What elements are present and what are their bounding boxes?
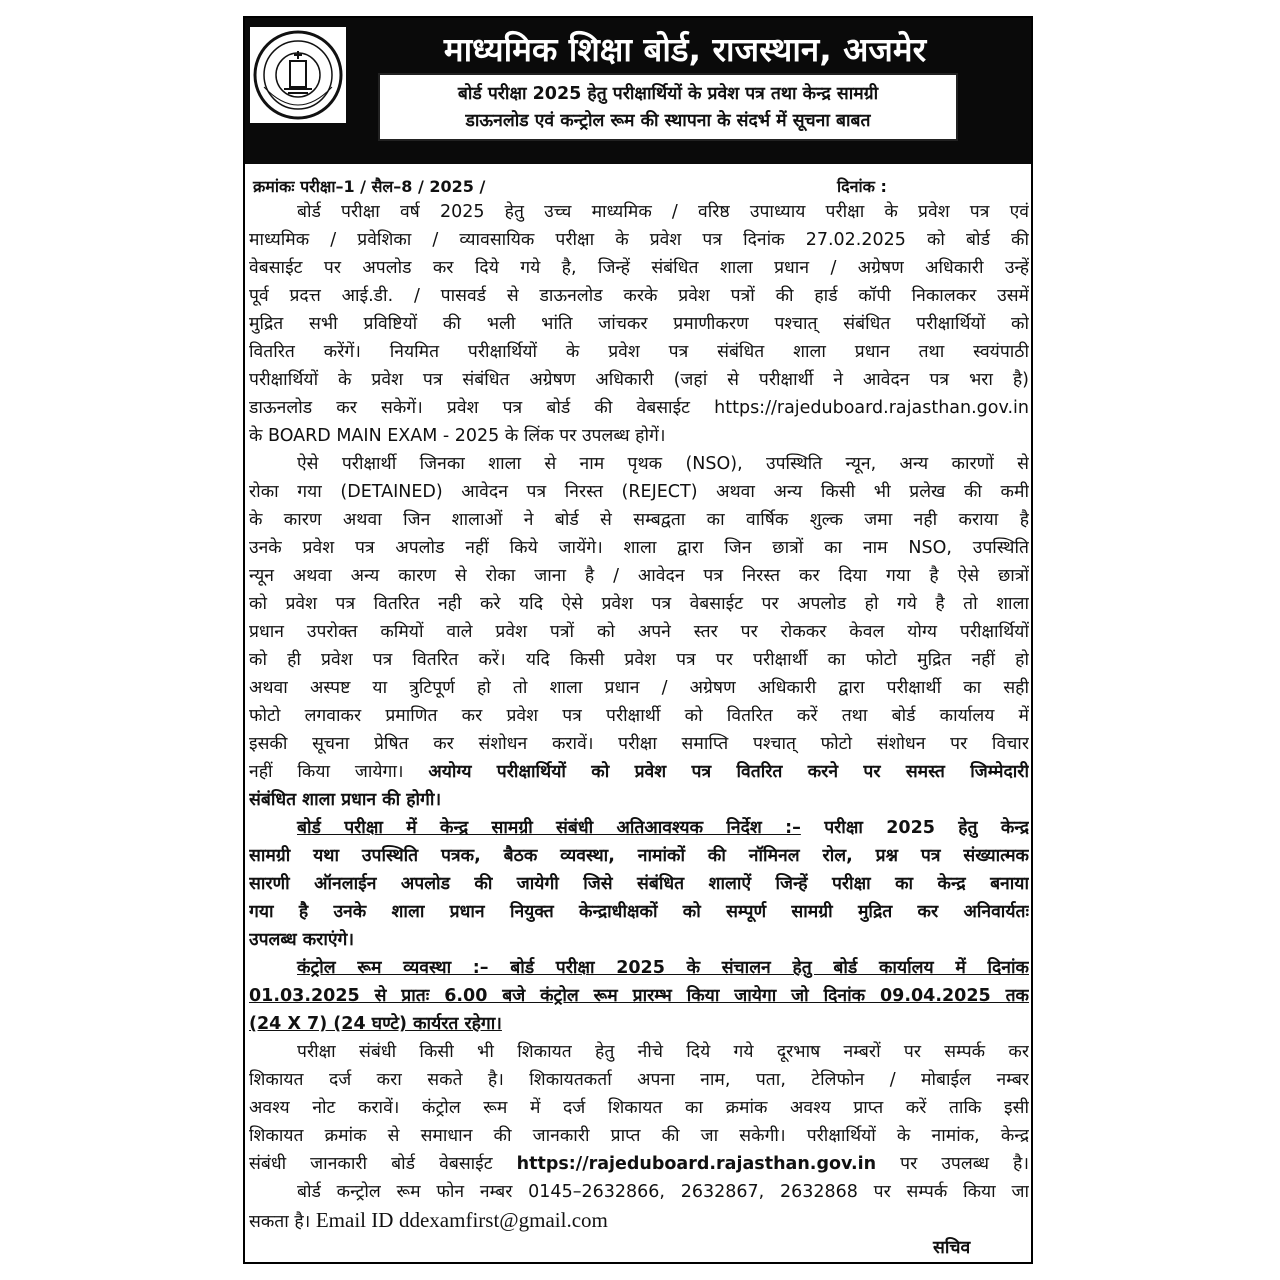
notice-header <box>245 18 1031 164</box>
email-label: Email ID <box>315 1208 394 1232</box>
email-line <box>249 1206 1029 1234</box>
email-link[interactable]: ddexamfirst@gmail.com <box>398 1208 608 1232</box>
board-seal-icon <box>250 27 346 123</box>
para2-line: इसकी सूचना प्रेषित कर संशोधन करावें। परीक्षा समाप्ति पश्चात् फोटो संशोधन पर विचार <box>249 734 1029 754</box>
subject-line-2: डाऊनलोड एवं कन्ट्रोल रूम की स्थापना के संदर्भ में सूचना बाबत <box>465 111 871 131</box>
date-label: दिनांक : <box>837 177 887 196</box>
para3-line: गया है उनके शाला प्रधान नियुक्त केन्द्राधीक्षकों को सम्पूर्ण सामग्री मुद्रित कर अनिवार्यतः <box>249 902 1029 922</box>
para2-line: न्यून अथवा अन्य कारण से रोका जाना है / आवेदन पत्र निरस्त कर दिया गया है ऐसे छात्रों <box>249 566 1029 586</box>
para1-line: के BOARD MAIN EXAM - 2025 के लिंक पर उपलब्ध होगें। <box>249 426 666 446</box>
para1-line: पूर्व प्रदत्त आई.डी. / पासवर्ड से डाऊनलोड करके प्रवेश पत्रों की हार्ड कॉपी निकालकर उसमें <box>249 286 1029 306</box>
para2-line: प्रधान उपरोक्त कमियों वाले प्रवेश पत्रों को अपने स्तर पर रोककर केवल योग्य परीक्षार्थियों <box>249 622 1029 642</box>
website-link[interactable]: https://rajeduboard.rajasthan.gov.in <box>516 1154 877 1174</box>
para3-line: सामग्री यथा उपस्थिति पत्रक, बैठक व्यवस्था, नामांकों की नॉमिनल रोल, प्रश्न पत्र संख्यात्मक <box>249 846 1029 866</box>
para5-line: शिकायत दर्ज करा सकते है। शिकायतकर्ता अपना नाम, पता, टेलिफोन / मोबाईल नम्बर <box>249 1070 1029 1090</box>
para3-first-rest: परीक्षा 2025 हेतु केन्द्र <box>824 818 1029 838</box>
reference-number: क्रमांकः परीक्षा–1 / सैल–8 / 2025 / <box>253 177 486 196</box>
para2-line: ऐसे परीक्षार्थी जिनका शाला से नाम पृथक (NSO), उपस्थिति न्यून, अन्य कारणों से <box>297 454 1029 474</box>
para1-line: डाऊनलोड कर सकेगें। प्रवेश पत्र बोर्ड की वेबसाईट https://rajeduboard.rajasthan.gov.in <box>249 398 1029 418</box>
para2-line: अथवा अस्पष्ट या त्रुटिपूर्ण हो तो शाला प्रधान / अग्रेषण अधिकारी द्वारा परीक्षार्थी का सही <box>249 678 1029 698</box>
para5-line: शिकायत क्रमांक से समाधान की जानकारी प्राप्त की जा सकेगी। परीक्षार्थियों के नामांक, केन्द्र <box>249 1126 1029 1146</box>
para5-line: अवश्य नोट करावें। कंट्रोल रूम में दर्ज शिकायत का क्रमांक अवश्य प्राप्त करें ताकि इसी <box>249 1098 1029 1118</box>
para1-line: वेबसाईट पर अपलोड कर दिये गये है, जिन्हें संबंधित शाला प्रधान / अग्रेषण अधिकारी उन्हें <box>249 258 1029 278</box>
para3-line: सारणी ऑनलाईन अपलोड की जायेगी जिसे संबंधित शालाऐं जिन्हें परीक्षा का केन्द्र बनाया <box>249 874 1029 894</box>
phone-line: बोर्ड कन्ट्रोल रूम फोन नम्बर 0145–2632866, 2632867, 2632868 पर सम्पर्क किया जा <box>297 1182 1029 1202</box>
control-room-line: कंट्रोल रूम व्यवस्था :– बोर्ड परीक्षा 2025 के संचालन हेतु बोर्ड कार्यालय में दिनांक <box>297 958 1029 978</box>
responsibility-note: अयोग्य परीक्षार्थियों को प्रवेश पत्र वितरित करने पर समस्त जिम्मेदारी <box>428 762 1029 782</box>
para1-line: वितरित करेंगें। नियमित परीक्षार्थियों के प्रवेश पत्र संबंधित शाला प्रधान तथा स्वयंपाठी <box>249 342 1029 362</box>
para1-line: बोर्ड परीक्षा वर्ष 2025 हेतु उच्च माध्यमिक / वरिष्ठ उपाध्याय परीक्षा के प्रवेश पत्र एवं <box>297 202 1029 222</box>
para1-line: मुद्रित सभी प्रविष्टियों की भली भांति जांचकर प्रमाणीकरण पश्चात् संबंधित परीक्षार्थियों को <box>249 314 1029 334</box>
signatory: सचिव <box>933 1238 971 1258</box>
para3-line <box>249 814 1029 842</box>
email-prefix: सकता है। <box>249 1212 311 1232</box>
para2-line: फोटो लगवाकर प्रमाणित कर प्रवेश पत्र परीक्षार्थी को वितरित करें तथा बोर्ड कार्यालय में <box>249 706 1029 726</box>
para1-line: माध्यमिक / प्रवेशिका / व्यावसायिक परीक्षा के प्रवेश पत्र दिनांक 27.02.2025 को बोर्ड की <box>249 230 1029 250</box>
responsibility-note-end: संबंधित शाला प्रधान की होगी। <box>249 790 442 810</box>
control-room-line: 01.03.2025 से प्रातः 6.00 बजे कंट्रोल रूम प्रारम्भ किया जायेगा जो दिनांक 09.04.2025 तक <box>249 986 1029 1006</box>
para2-line <box>249 758 1029 786</box>
para5-line: परीक्षा संबंधी किसी भी शिकायत हेतु नीचे दिये गये दूरभाष नम्बरों पर सम्पर्क कर <box>297 1042 1029 1062</box>
para2-line: रोका गया (DETAINED) आवेदन पत्र निरस्त (REJECT) अथवा अन्य किसी भी प्रलेख की कमी <box>249 482 1029 502</box>
notice-body <box>249 198 1029 1234</box>
website-prefix: संबंधी जानकारी बोर्ड वेबसाईट <box>249 1154 493 1174</box>
para3-line: उपलब्ध कराएंगे। <box>249 930 355 950</box>
notice-subject <box>378 73 958 141</box>
notice-document <box>243 16 1033 1264</box>
para2-line: को ही प्रवेश पत्र वितरित करें। यदि किसी प्रवेश पत्र पर परीक्षार्थी का फोटो मुद्रित नहीं हो <box>249 650 1029 670</box>
para2-line: उनके प्रवेश पत्र अपलोड नहीं किये जायेंगे। शाला द्वारा जिन छात्रों का नाम NSO, उपस्थिति <box>249 538 1029 558</box>
centre-material-heading: बोर्ड परीक्षा में केन्द्र सामग्री संबंधी अतिआवश्यक निर्देश :– <box>297 818 801 838</box>
reference-row <box>253 175 1023 199</box>
para2-line: के कारण अथवा जिन शालाओं ने बोर्ड से सम्बद्वता का वार्षिक शुल्क जमा नही कराया है <box>249 510 1029 530</box>
para2-line: को प्रवेश पत्र वितरित नही करे यदि ऐसे प्रवेश पत्र वेबसाईट पर अपलोड हो गये है तो शाला <box>249 594 1029 614</box>
para1-line: परीक्षार्थियों के प्रवेश पत्र संबंधित अग्रेषण अधिकारी (जहां से परीक्षार्थी ने आवेदन पत्र भरा है) <box>249 370 1029 390</box>
para2-tail-plain: नहीं किया जायेगा। <box>249 762 404 782</box>
para5-line <box>249 1150 1029 1178</box>
board-name: माध्यमिक शिक्षा बोर्ड, राजस्थान, अजमेर <box>443 30 927 69</box>
website-suffix: पर उपलब्ध है। <box>900 1154 1029 1174</box>
subject-line-1: बोर्ड परीक्षा 2025 हेतु परीक्षार्थियों के प्रवेश पत्र तथा केन्द्र सामग्री <box>457 84 879 104</box>
control-room-line: (24 X 7) (24 घण्टे) कार्यरत रहेगा। <box>249 1014 502 1034</box>
